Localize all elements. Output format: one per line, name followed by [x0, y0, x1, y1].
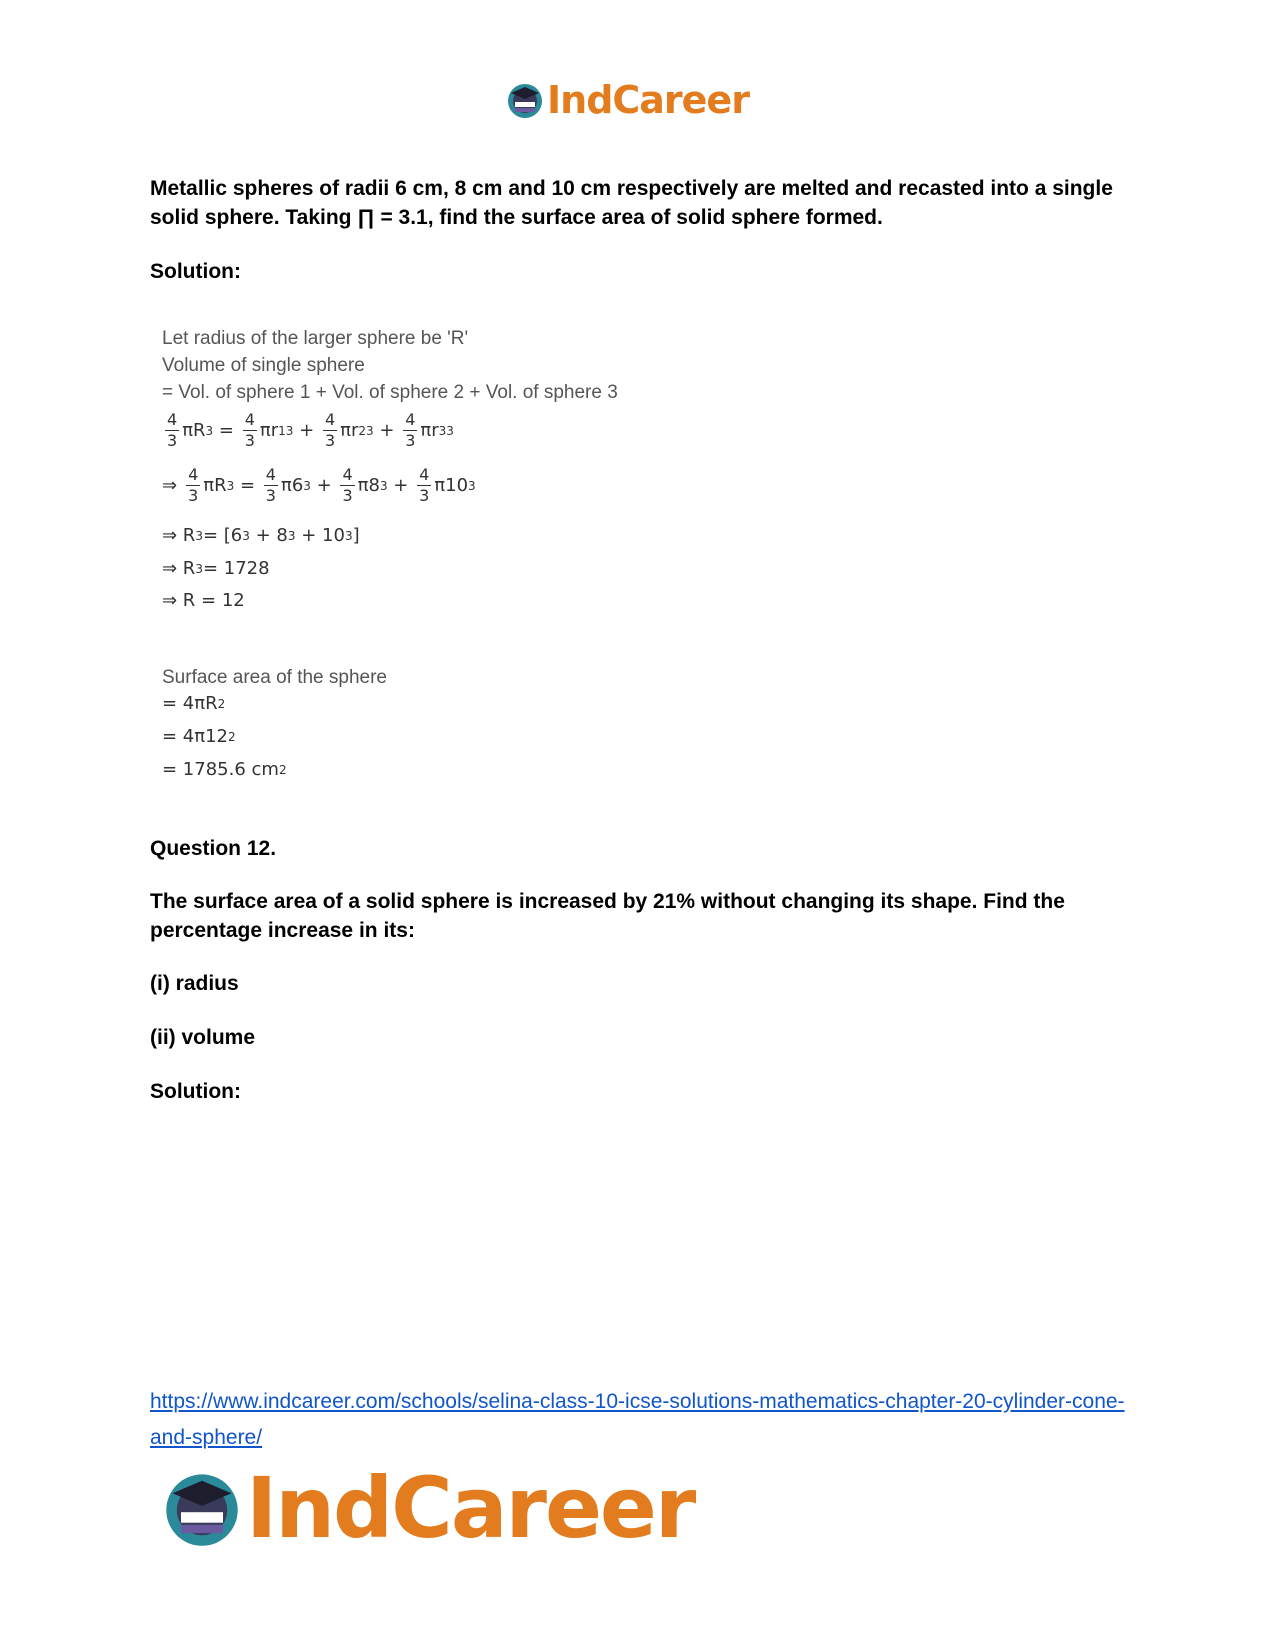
surface-area-formula: = 4πR 2: [162, 693, 226, 714]
logo-wordmark: IndCareer: [547, 78, 749, 122]
question-12-title: Question 12.: [150, 837, 277, 860]
source-link[interactable]: https://www.indcareer.com/schools/selina-class-10-icse-solutions-mathematics-chapter-20-cylinder-cone-and-sphere/: [150, 1390, 1125, 1449]
question-12-statement: The surface area of a solid sphere is increased by 21% without changing its shape. Find the percentage increase in its:: [150, 890, 1065, 942]
question-12-part-1: (i) radius: [150, 972, 239, 995]
solution-label: Solution:: [150, 260, 241, 283]
question-12-part-2: (ii) volume: [150, 1026, 256, 1049]
graduation-cap-icon: [160, 1466, 244, 1550]
surface-area-heading: Surface area of the sphere: [162, 667, 387, 688]
graduation-cap-icon: [505, 80, 545, 120]
r-value: ⇒ R = 12: [162, 590, 245, 611]
substitution-equation: ⇒ $\frac{4}{3}$ πR 3 = $\frac{4}{3}$ π6 3 + $\frac{4}{3}$ π8 3 + $\frac{4}{3}$ π10 3: [162, 465, 476, 505]
header-logo: [505, 80, 749, 120]
solution-line-1: Let radius of the larger sphere be 'R': [162, 328, 469, 349]
problem-statement: Metallic spheres of radii 6 cm, 8 cm and 10 cm respectively are melted and recasted into a single solid sphere. Taking ∏ = 3.1, find the surface area of solid sphere formed.: [150, 177, 1113, 229]
solution-line-2: Volume of single sphere: [162, 355, 365, 376]
r-cubed-sum: ⇒ R 3 = [6 3 + 8 3 + 10 3 ]: [162, 525, 360, 546]
solution-image: [162, 325, 682, 406]
surface-area-substitution: = 4π12 2: [162, 726, 236, 747]
question-12-solution-label: Solution:: [150, 1080, 241, 1103]
volume-equation: $\frac{4}{3}$ πR 3 = $\frac{4}{3}$ πr 1 3 + $\frac{4}{3}$ πr 2 3 + $\frac{4}{3}$ πr 3 3: [167, 410, 454, 450]
r-cubed-value: ⇒ R 3 = 1728: [162, 558, 270, 579]
surface-area-result: = 1785.6 cm 2: [162, 759, 287, 780]
logo-wordmark: IndCareer: [246, 1459, 695, 1557]
solution-line-3: = Vol. of sphere 1 + Vol. of sphere 2 + Vol. of sphere 3: [162, 382, 618, 403]
footer-logo: [160, 1459, 695, 1557]
